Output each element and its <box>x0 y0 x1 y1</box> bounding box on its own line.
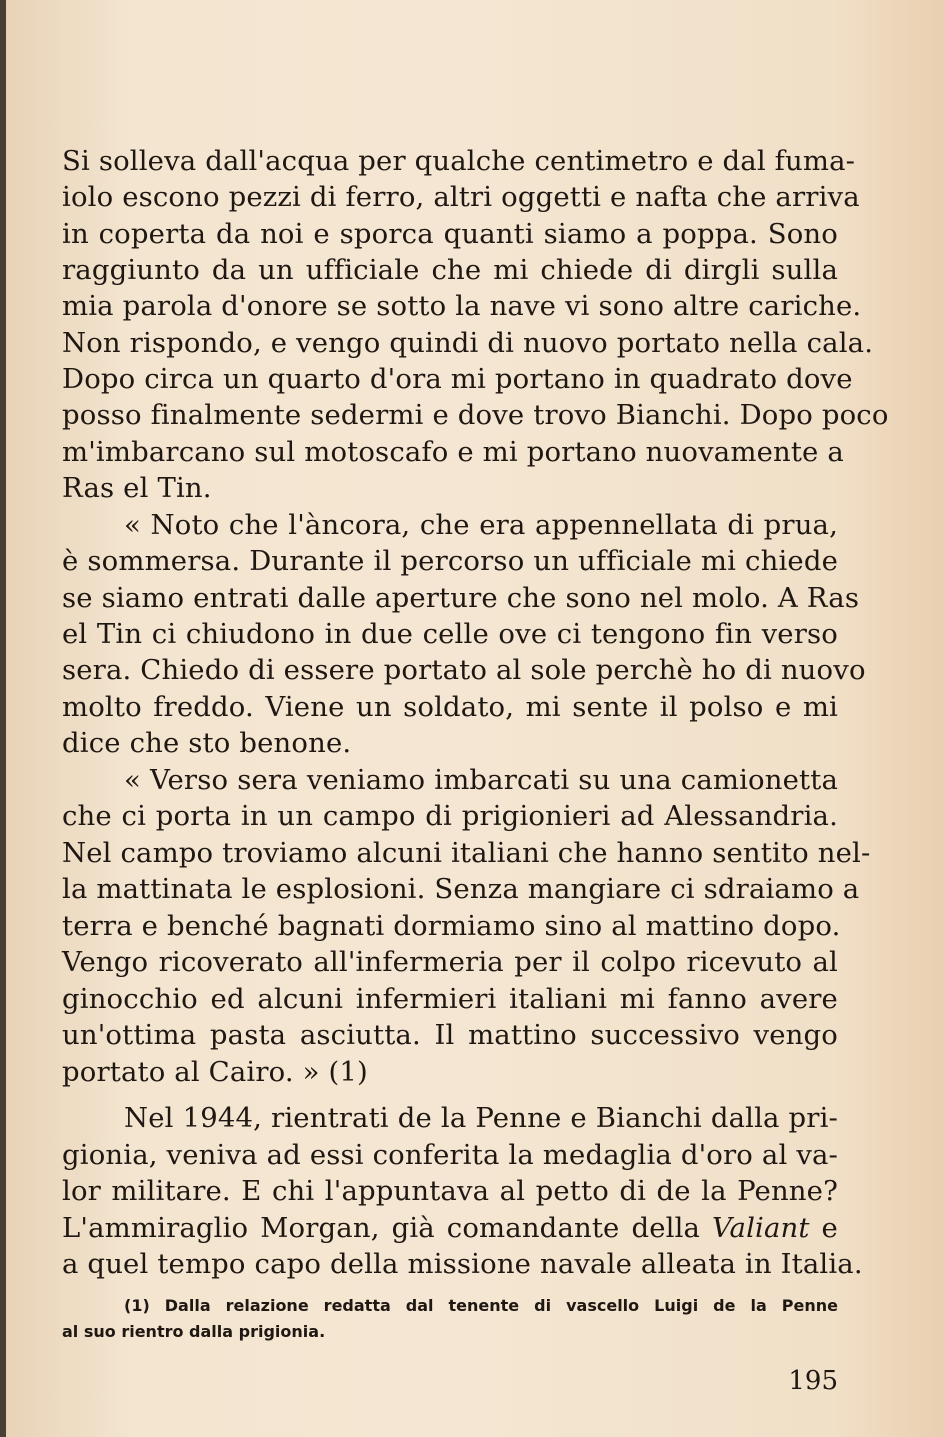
text-line: molto freddo. Viene un soldato, mi sente il polso e mi <box>62 691 838 723</box>
text-line: un'ottima pasta asciutta. Il mattino successivo vengo <box>62 1019 838 1051</box>
text-line: Dopo circa un quarto d'ora mi portano in quadrato dove <box>62 363 853 395</box>
text-line: Non rispondo, e vengo quindi di nuovo portato nella cala. <box>62 327 874 359</box>
text-line: portato al Cairo. » (1) <box>62 1056 368 1088</box>
text-line: Nel 1944, rientrati de la Penne e Bianchi dalla pri- <box>124 1102 838 1134</box>
text-line: Si solleva dall'acqua per qualche centimetro e dal fuma- <box>62 145 856 177</box>
footnote-line: (1) Dalla relazione redatta dal tenente di vascello Luigi de la Penne <box>124 1296 838 1315</box>
text-line: el Tin ci chiudono in due celle ove ci tengono fin verso <box>62 618 838 650</box>
text-line: terra e benché bagnati dormiamo sino al mattino dopo. <box>62 910 841 942</box>
text-line: dice che sto benone. <box>62 727 352 759</box>
text-line: posso finalmente sedermi e dove trovo Bianchi. Dopo poco <box>62 399 889 431</box>
text-line: iolo escono pezzi di ferro, altri oggetti e nafta che arriva <box>62 181 860 213</box>
ship-name: Valiant <box>712 1212 810 1244</box>
text-line: Ras el Tin. <box>62 472 212 504</box>
text-line: « Noto che l'àncora, che era appennellata di prua, <box>124 509 838 541</box>
text-line: sera. Chiedo di essere portato al sole perchè ho di nuovo <box>62 654 866 686</box>
text-line: mia parola d'onore se sotto la nave vi sono altre cariche. <box>62 290 862 322</box>
text-line: m'imbarcano sul motoscafo e mi portano nuovamente a <box>62 436 844 468</box>
text-line: in coperta da noi e sporca quanti siamo a poppa. Sono <box>62 218 838 250</box>
text-line: la mattinata le esplosioni. Senza mangiare ci sdraiamo a <box>62 873 860 905</box>
footnote-line: al suo rientro dalla prigionia. <box>62 1322 326 1341</box>
text-line: se siamo entrati dalle aperture che sono nel molo. A Ras <box>62 582 860 614</box>
text-line: a quel tempo capo della missione navale alleata in Italia. <box>62 1248 863 1280</box>
text-line: gionia, veniva ad essi conferita la medaglia d'oro al va- <box>62 1139 838 1171</box>
text-line: Nel campo troviamo alcuni italiani che hanno sentito nel- <box>62 837 871 869</box>
text-line: raggiunto da un ufficiale che mi chiede di dirgli sulla <box>62 254 838 286</box>
page-number: 195 <box>788 1366 838 1396</box>
text-line: « Verso sera veniamo imbarcati su una camionetta <box>124 764 838 796</box>
text-line: ginocchio ed alcuni infermieri italiani mi fanno avere <box>62 983 838 1015</box>
text-line: Vengo ricoverato all'infermeria per il colpo ricevuto al <box>62 946 838 978</box>
text-line: è sommersa. Durante il percorso un ufficiale mi chiede <box>62 545 838 577</box>
text-line: che ci porta in un campo di prigionieri ad Alessandria. <box>62 800 838 832</box>
text-line: lor militare. E chi l'appuntava al petto di de la Penne? <box>62 1175 838 1207</box>
text-line: L'ammiraglio Morgan, già comandante della Valiant e <box>62 1212 838 1244</box>
